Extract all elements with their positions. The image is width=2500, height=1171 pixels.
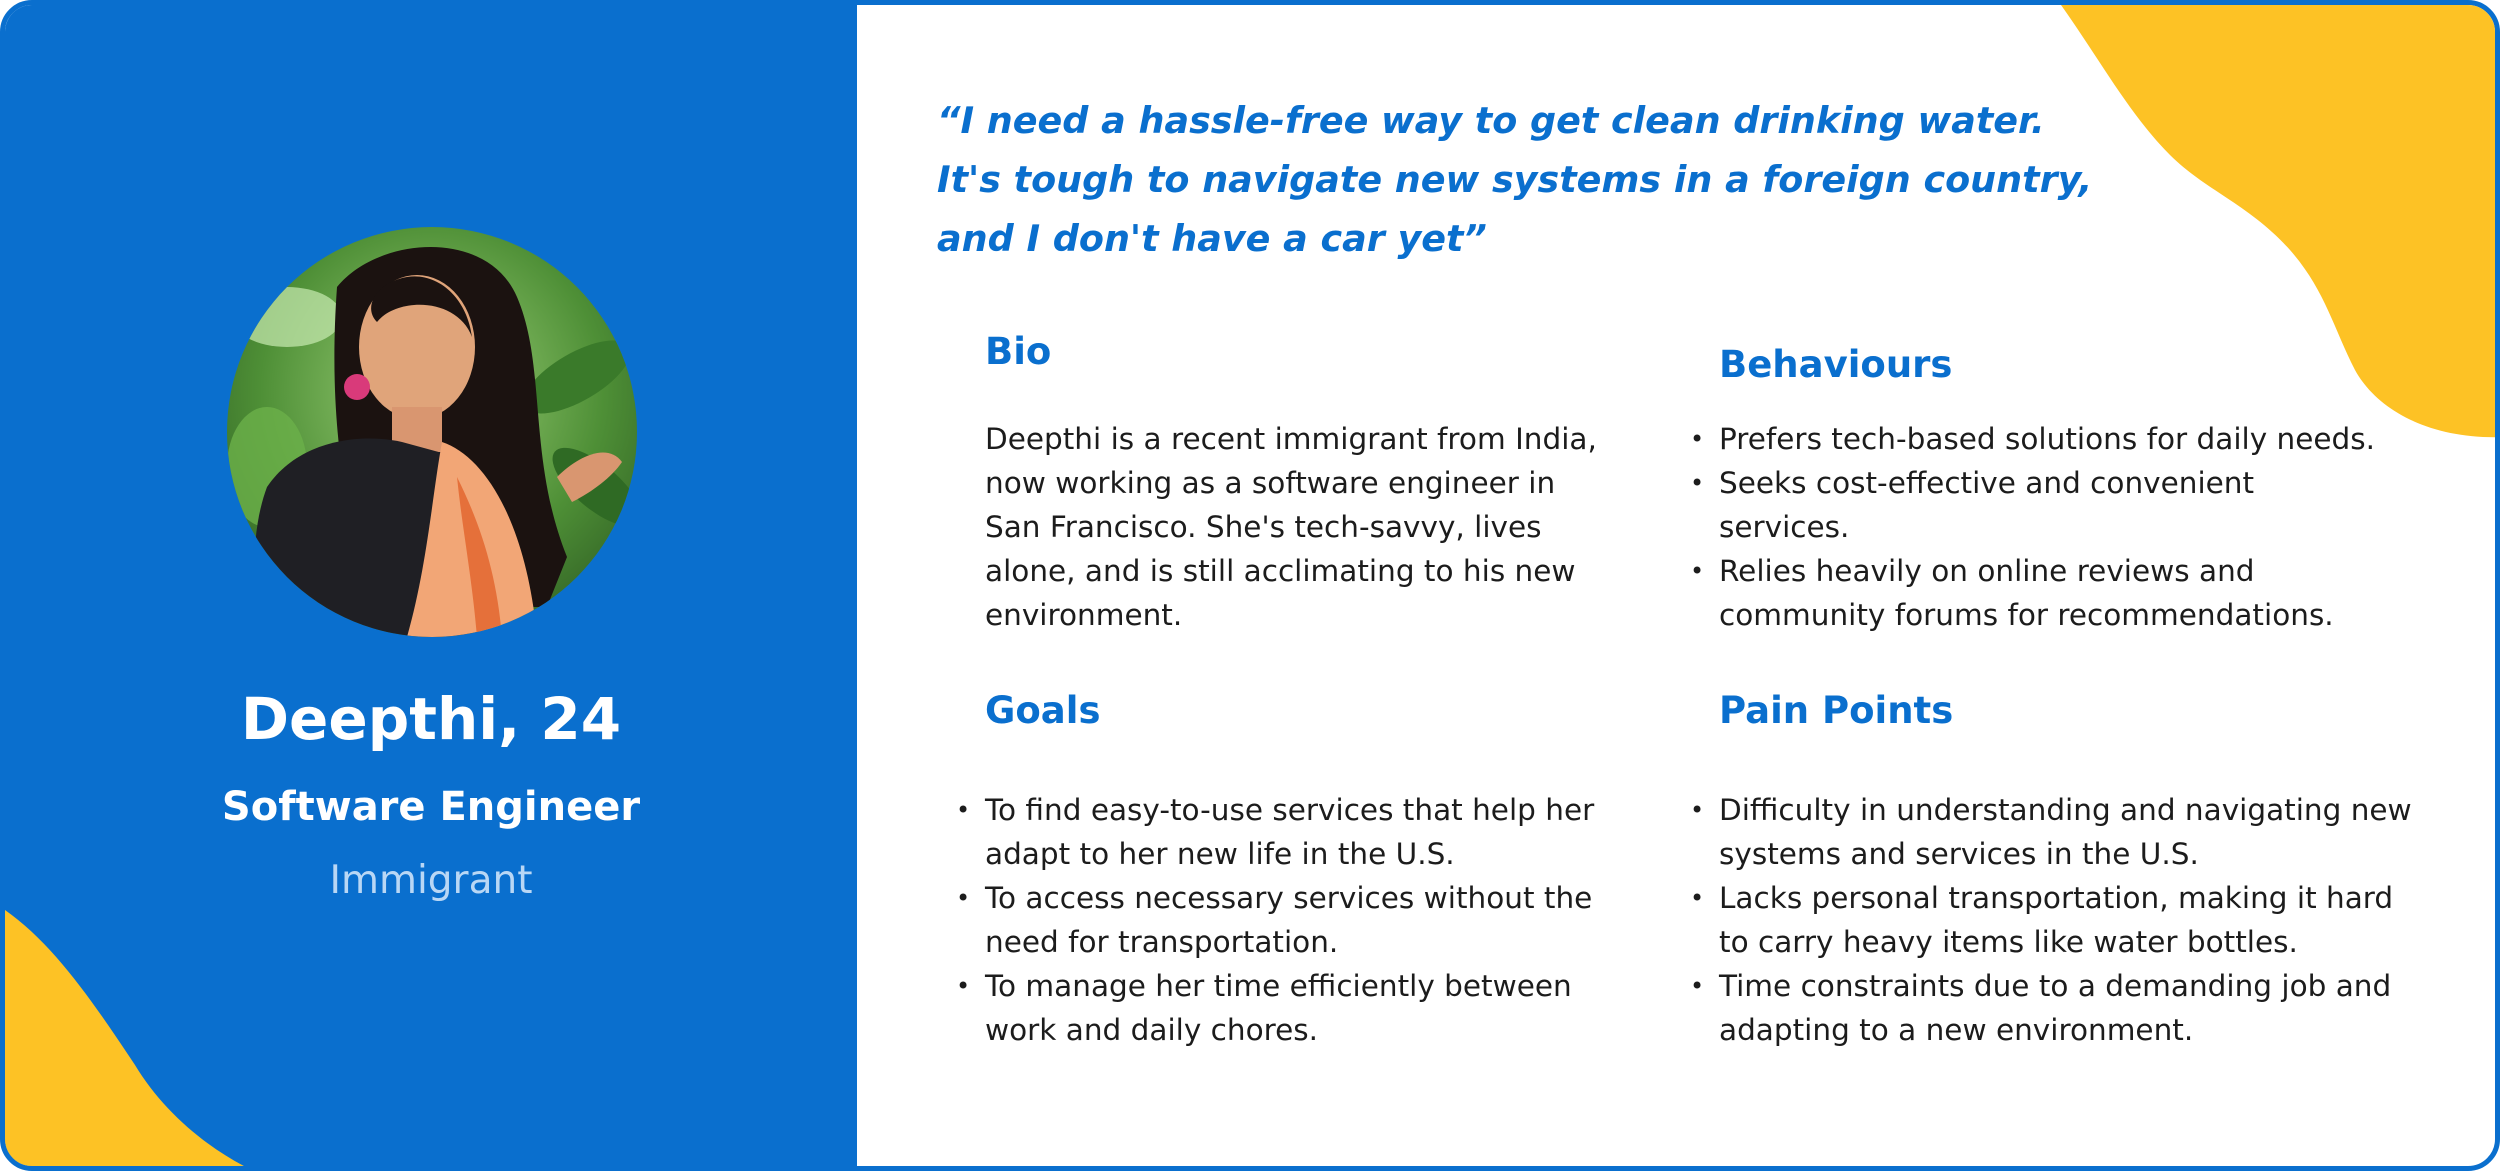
- list-item-line: work and daily chores.: [985, 1013, 1319, 1047]
- list-item-line: services.: [1719, 510, 1850, 544]
- list-item-line: • Relies heavily on online reviews and: [1719, 554, 2255, 588]
- persona-tag: Immigrant: [329, 858, 533, 903]
- list-item-line: • To access necessary services without the: [985, 881, 1593, 915]
- list-item-line: • Difficulty in understanding and navigating new: [1719, 793, 2412, 827]
- bio-line: Deepthi is a recent immigrant from India,: [985, 422, 1597, 456]
- list-item: [985, 788, 1705, 876]
- bio-line: San Francisco. She's tech-savvy, lives: [985, 510, 1542, 544]
- pain-points-section: [1719, 686, 2469, 1052]
- list-item: [1719, 964, 2469, 1052]
- list-item: [985, 964, 1705, 1052]
- persona-role: Software Engineer: [221, 784, 641, 830]
- goals-heading: Goals: [985, 689, 1101, 732]
- list-item: [1719, 417, 2439, 461]
- quote-line: and I don't have a car yet”: [937, 217, 1487, 260]
- persona-quote: [937, 91, 2137, 268]
- behaviours-section: [1719, 340, 2439, 637]
- list-item: [1719, 788, 2469, 876]
- persona-name: Deepthi, 24: [240, 685, 622, 753]
- list-item-line: • To manage her time efficiently between: [985, 969, 1572, 1003]
- profile-photo: [227, 227, 637, 637]
- pain-points-heading: Pain Points: [1719, 689, 1954, 732]
- goals-section: [985, 686, 1705, 1052]
- list-item-line: • Seeks cost-effective and convenient: [1719, 466, 2255, 500]
- list-item-line: • Prefers tech-based solutions for daily needs.: [1719, 422, 2376, 456]
- bio-line: environment.: [985, 598, 1183, 632]
- bio-line: alone, and is still acclimating to his new: [985, 554, 1576, 588]
- behaviours-heading: Behaviours: [1719, 343, 1953, 386]
- list-item: [1719, 461, 2439, 549]
- goals-list: [985, 788, 1705, 1052]
- list-item-line: • Time constraints due to a demanding job and: [1719, 969, 2392, 1003]
- list-item: [1719, 549, 2439, 637]
- list-item: [985, 876, 1705, 964]
- list-item-line: systems and services in the U.S.: [1719, 837, 2199, 871]
- bio-text: [985, 417, 1625, 637]
- behaviours-list: [1719, 417, 2439, 637]
- profile-panel: [5, 5, 857, 1171]
- bio-line: now working as a software engineer in: [985, 466, 1556, 500]
- bio-section: [985, 327, 1625, 637]
- list-item-line: community forums for recommendations.: [1719, 598, 2334, 632]
- list-item-line: adapt to her new life in the U.S.: [985, 837, 1455, 871]
- quote-line: “I need a hassle-free way to get clean drinking water.: [937, 99, 2045, 142]
- pain-points-list: [1719, 788, 2469, 1052]
- bio-heading: Bio: [985, 330, 1052, 373]
- list-item-line: • Lacks personal transportation, making it hard: [1719, 881, 2394, 915]
- list-item-line: need for transportation.: [985, 925, 1339, 959]
- quote-line: It's tough to navigate new systems in a foreign country,: [937, 158, 2093, 201]
- list-item-line: adapting to a new environment.: [1719, 1013, 2194, 1047]
- list-item-line: to carry heavy items like water bottles.: [1719, 925, 2298, 959]
- list-item: [1719, 876, 2469, 964]
- list-item-line: • To find easy-to-use services that help her: [985, 793, 1595, 827]
